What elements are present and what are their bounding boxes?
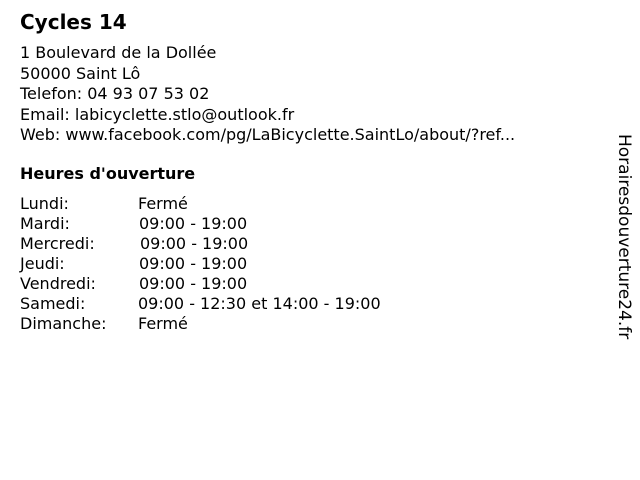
day-label: Vendredi: [20,274,96,293]
email-line: Email: labicyclette.stlo@outlook.fr [20,104,295,124]
opening-hours-title: Heures d'ouverture [20,164,196,183]
day-hours: Fermé [138,314,188,333]
day-hours: 09:00 - 12:30 et 14:00 - 19:00 [138,294,381,313]
day-hours: 09:00 - 19:00 [139,214,248,233]
day-label: Jeudi: [20,254,65,273]
day-label: Dimanche: [20,314,107,333]
web-line: Web: www.facebook.com/pg/LaBicyclette.SaintLo/about/?ref... [20,125,516,144]
business-info [20,43,515,146]
day-label: Lundi: [20,194,69,213]
day-label: Mercredi: [20,234,95,253]
day-hours: 09:00 - 19:00 [139,254,248,273]
business-name: Cycles 14 [20,10,127,34]
day-label: Mardi: [20,214,70,233]
day-label: Samedi: [20,294,86,313]
day-hours: 09:00 - 19:00 [139,274,248,293]
day-hours: 09:00 - 19:00 [140,234,249,253]
phone-line: Telefon: 04 93 07 53 02 [20,84,210,103]
site-watermark: Horairesdouverture24.fr [614,134,634,340]
day-hours: Fermé [138,194,188,213]
address-line-2: 50000 Saint Lô [20,63,141,83]
address-line-1: 1 Boulevard de la Dollée [20,43,217,62]
